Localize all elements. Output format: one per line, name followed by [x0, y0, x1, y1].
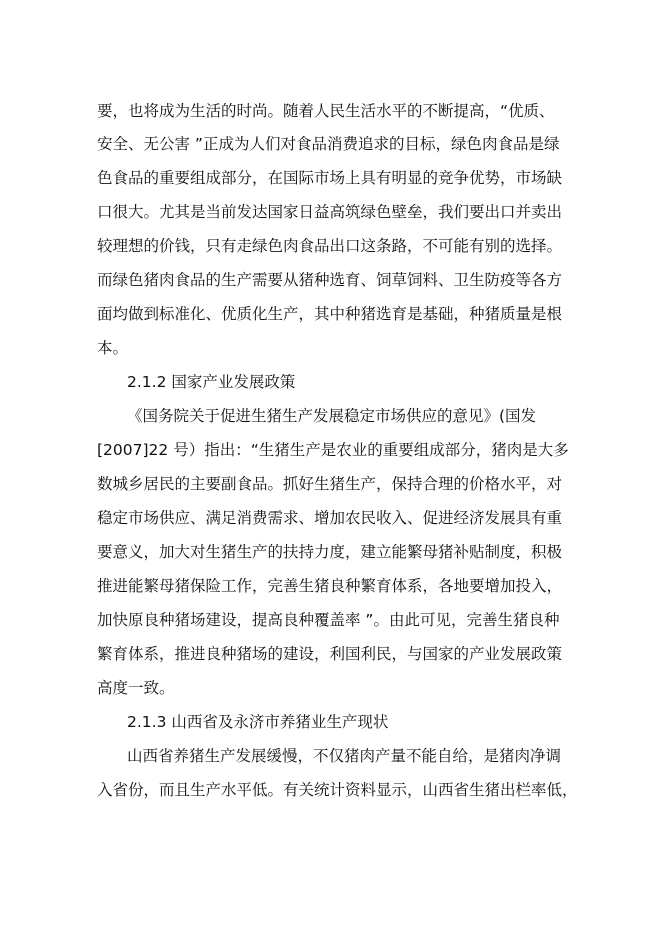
paragraph-line: 要，也将成为生活的时尚。随着人民生活水平的不断提高，“优质、: [97, 102, 555, 120]
paragraph-line: 安全、无公害 ”正成为人们对食品消费追求的目标，绿色肉食品是绿: [97, 135, 560, 153]
paragraph-line: 本。: [97, 339, 129, 357]
paragraph-line: 推进能繁母猪保险工作，完善生猪良种繁育体系，各地要增加投入，: [97, 577, 563, 595]
paragraph-line: 入省份，而且生产水平低。有关统计资料显示，山西省生猪出栏率低，: [97, 781, 578, 799]
paragraph-line: 要意义，加大对生猪生产的扶持力度，建立能繁母猪补贴制度，积极: [97, 543, 563, 561]
paragraph-line: 稳定市场供应、满足消费需求、增加农民收入、促进经济发展具有重: [97, 509, 563, 527]
paragraph-line: 较理想的价钱，只有走绿色肉食品出口这条路，不可能有别的选择。: [97, 237, 563, 255]
paragraph-line: 高度一致。: [97, 679, 175, 697]
section-heading-2-1-3: 2.1.3 山西省及永济市养猪业生产现状: [127, 713, 389, 731]
paragraph-line: 口很大。尤其是当前发达国家日益高筑绿色壁垒，我们要出口并卖出: [97, 203, 563, 221]
paragraph-line: 山西省养猪生产发展缓慢，不仅猪肉产量不能自给，是猪肉净调: [127, 747, 562, 765]
paragraph-line: 数城乡居民的主要副食品。抓好生猪生产，保持合理的价格水平，对: [97, 475, 563, 493]
paragraph-line: 色食品的重要组成部分，在国际市场上具有明显的竞争优势，市场缺: [97, 169, 563, 187]
paragraph-line: 加快原良种猪场建设，提高良种覆盖率 ”。由此可见，完善生猪良种: [97, 611, 560, 629]
paragraph-line: [2007]22 号）指出：“生猪生产是农业的重要组成部分，猪肉是大多: [97, 441, 569, 459]
section-heading-2-1-2: 2.1.2 国家产业发展政策: [127, 373, 296, 391]
paragraph-line: 面均做到标准化、优质化生产，其中种猪选育是基础，种猪质量是根: [97, 305, 563, 323]
paragraph-line: 《国务院关于促进生猪生产发展稳定市场供应的意见》(国发: [127, 407, 537, 425]
paragraph-line: 而绿色猪肉食品的生产需要从猪种选育、饲草饲料、卫生防疫等各方: [97, 271, 563, 289]
paragraph-line: 繁育体系，推进良种猪场的建设，利国利民，与国家的产业发展政策: [97, 645, 563, 663]
